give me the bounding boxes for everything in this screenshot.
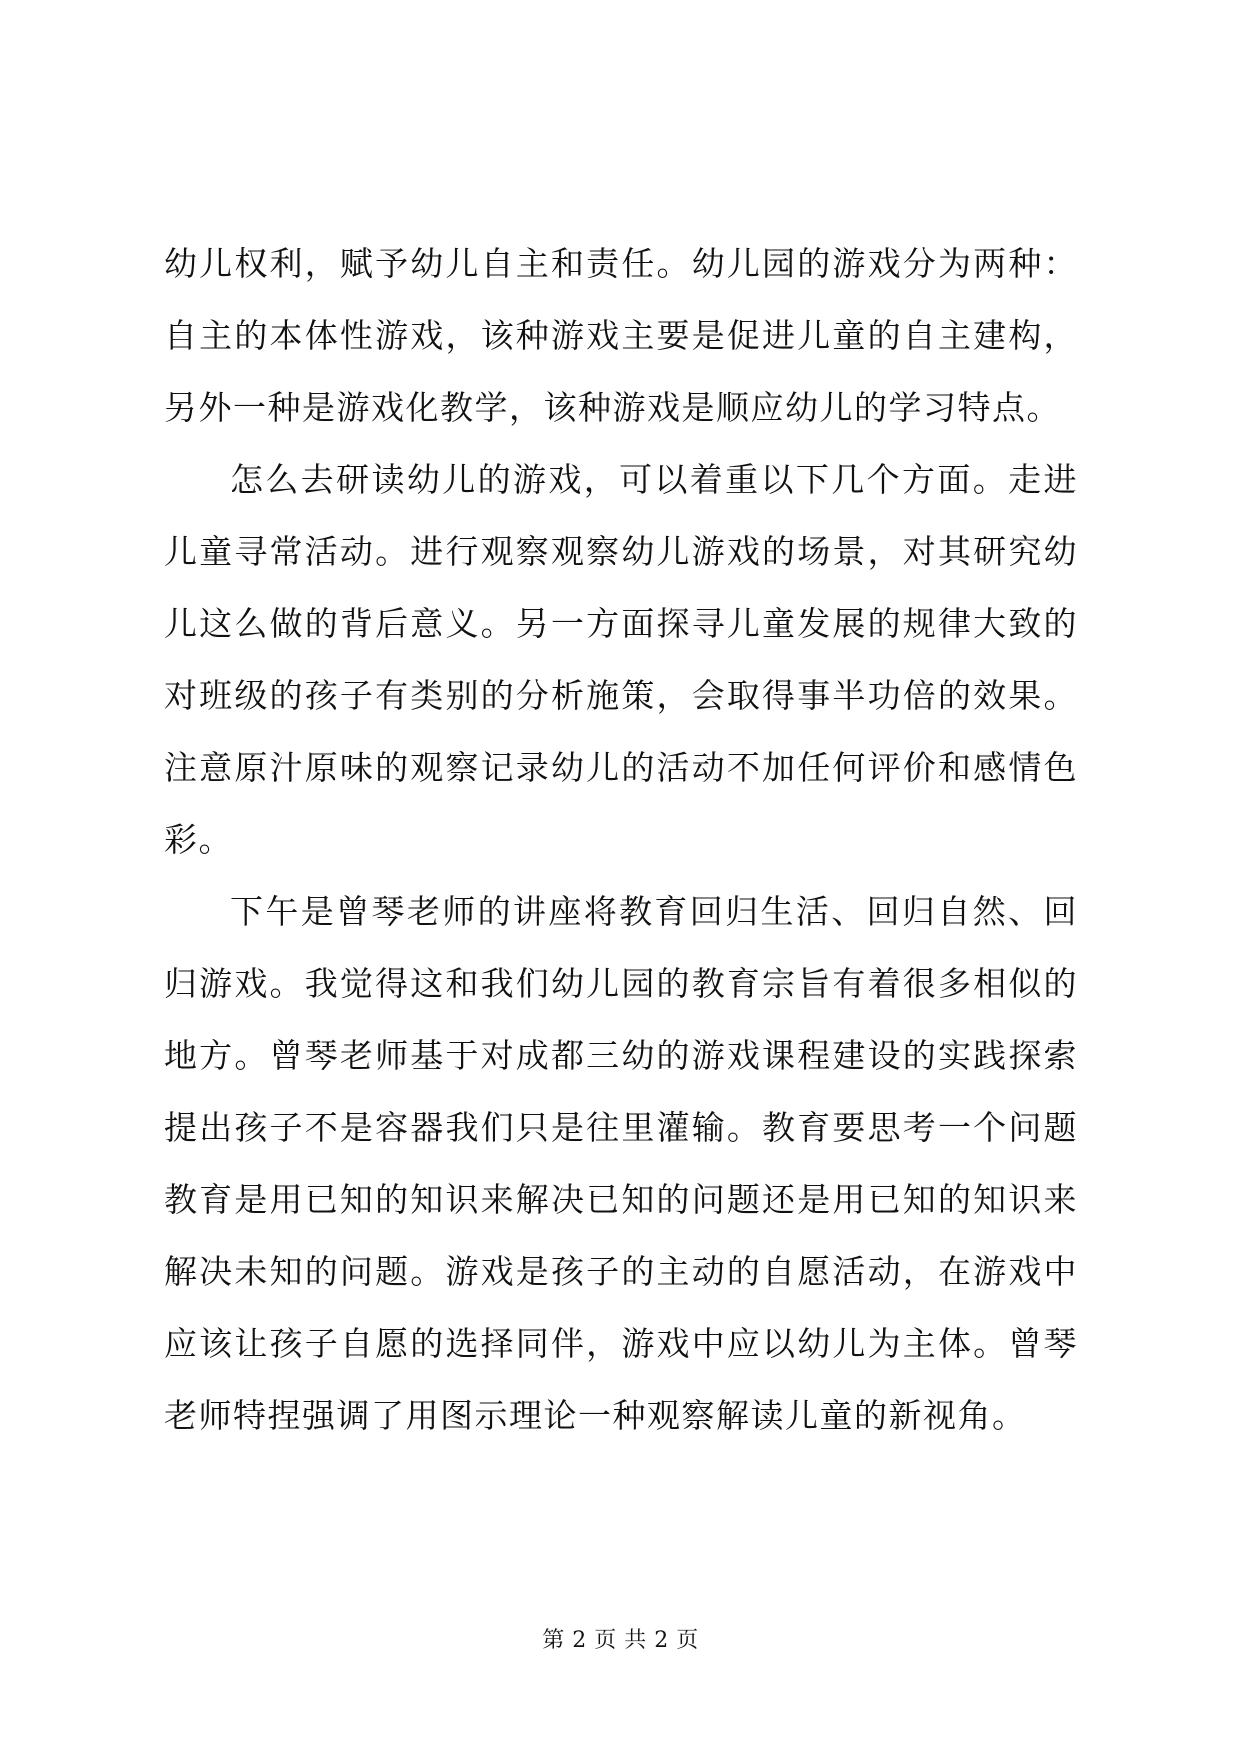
paragraph-reading-children-play: 怎么去研读幼儿的游戏，可以着重以下几个方面。走进儿童寻常活动。进行观察观察幼儿游戏的场景，对其研究幼儿这么做的背后意义。另一方面探寻儿童发展的规律大致的对班级的孩子有类别的分析施策，会取得事半功倍的效果。注意原汁原味的观察记录幼儿的活动不加任何评价和感情色彩。 (164, 460, 1078, 859)
paragraph-continuation: 幼儿权利，赋予幼儿自主和责任。幼儿园的游戏分为两种：自主的本体性游戏，该种游戏主要是促进儿童的自主建构，另外一种是游戏化教学，该种游戏是顺应幼儿的学习特点。 (164, 244, 1078, 427)
document-body (164, 228, 1078, 1452)
paragraph-afternoon-lecture: 下午是曾琴老师的讲座将教育回归生活、回归自然、回归游戏。我觉得这和我们幼儿园的教育宗旨有着很多相似的地方。曾琴老师基于对成都三幼的游戏课程建设的实践探索提出孩子不是容器我们只是往里灌输。教育要思考一个问题教育是用已知的知识来解决已知的问题还是用已知的知识来解决未知的问题。游戏是孩子的主动的自愿活动，在游戏中应该让孩子自愿的选择同伴，游戏中应以幼儿为主体。曾琴老师特捏强调了用图示理论一种观察解读儿童的新视角。 (164, 892, 1078, 1435)
page-number-footer: 第 2 页 共 2 页 (542, 1628, 699, 1653)
